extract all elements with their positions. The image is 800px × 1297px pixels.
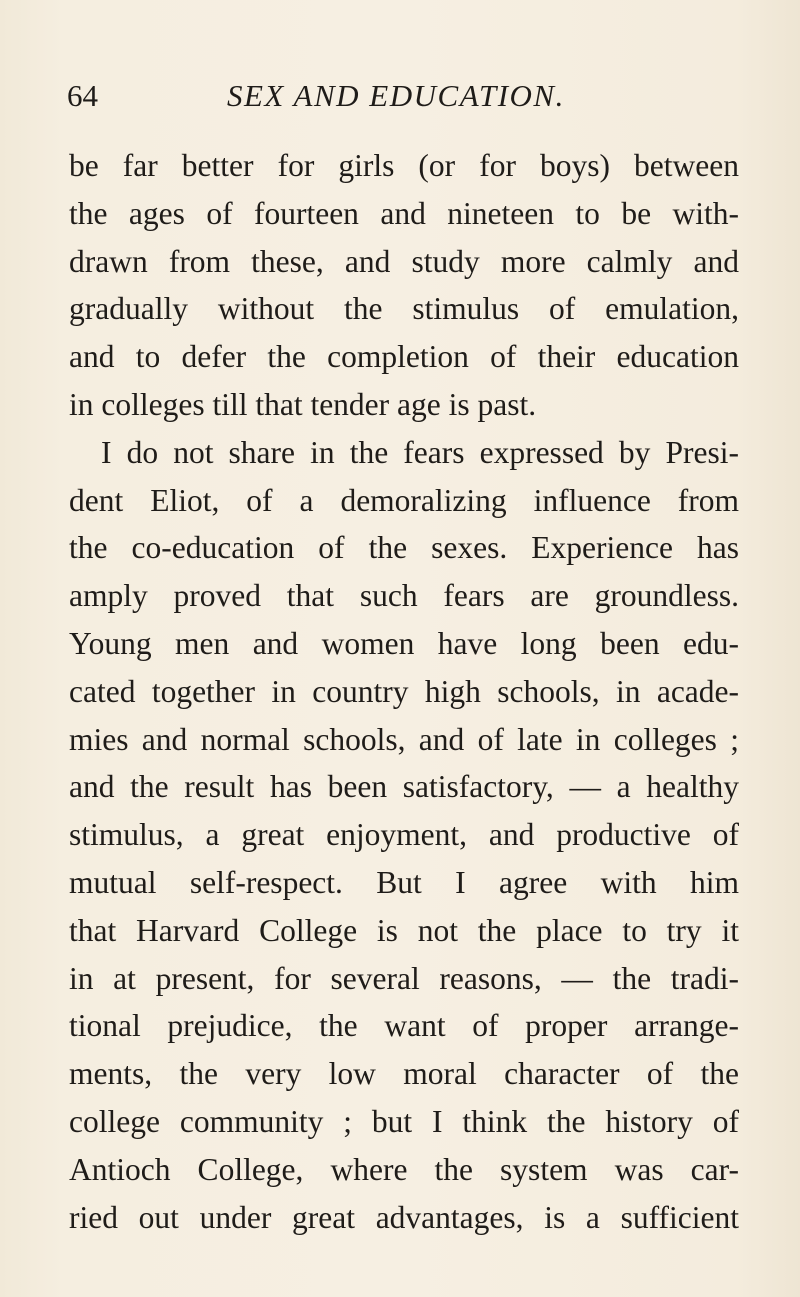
running-title: SEX AND EDUCATION. — [227, 78, 565, 113]
text-line: ments, the very low moral character of the — [69, 1056, 739, 1092]
text-line: gradually without the stimulus of emulation, — [69, 291, 739, 327]
body-text — [69, 142, 739, 1241]
text-line: the co-education of the sexes. Experience has — [69, 530, 739, 566]
text-line: mutual self-respect. But I agree with him — [69, 864, 739, 900]
text-line: that Harvard College is not the place to try it — [69, 912, 739, 948]
text-line: and the result has been satisfactory, — a healthy — [69, 769, 739, 805]
text-line: drawn from these, and study more calmly and — [69, 243, 739, 279]
text-line: ried out under great advantages, is a sufficient — [69, 1199, 739, 1235]
text-line: the ages of fourteen and nineteen to be with- — [69, 195, 739, 231]
text-line: tional prejudice, the want of proper arrange- — [69, 1008, 739, 1044]
text-line: Young men and women have long been edu- — [69, 625, 739, 661]
text-line: I do not share in the fears expressed by Presi- — [101, 434, 739, 470]
text-line: stimulus, a great enjoyment, and productive of — [69, 817, 739, 853]
page-number: 64 — [67, 78, 98, 113]
text-line: and to defer the completion of their education — [69, 339, 739, 375]
text-line: in colleges till that tender age is past. — [69, 386, 537, 422]
text-line: in at present, for several reasons, — the tradi- — [69, 960, 739, 996]
text-line: amply proved that such fears are groundless. — [69, 578, 739, 614]
text-line: be far better for girls (or for boys) between — [69, 148, 739, 183]
text-line: college community ; but I think the history of — [69, 1103, 739, 1139]
running-head — [67, 76, 747, 116]
text-line: mies and normal schools, and of late in colleges ; — [69, 721, 739, 757]
text-line: dent Eliot, of a demoralizing influence from — [69, 482, 739, 518]
text-line: cated together in country high schools, in acade- — [69, 673, 739, 709]
text-line: Antioch College, where the system was car- — [69, 1151, 739, 1187]
